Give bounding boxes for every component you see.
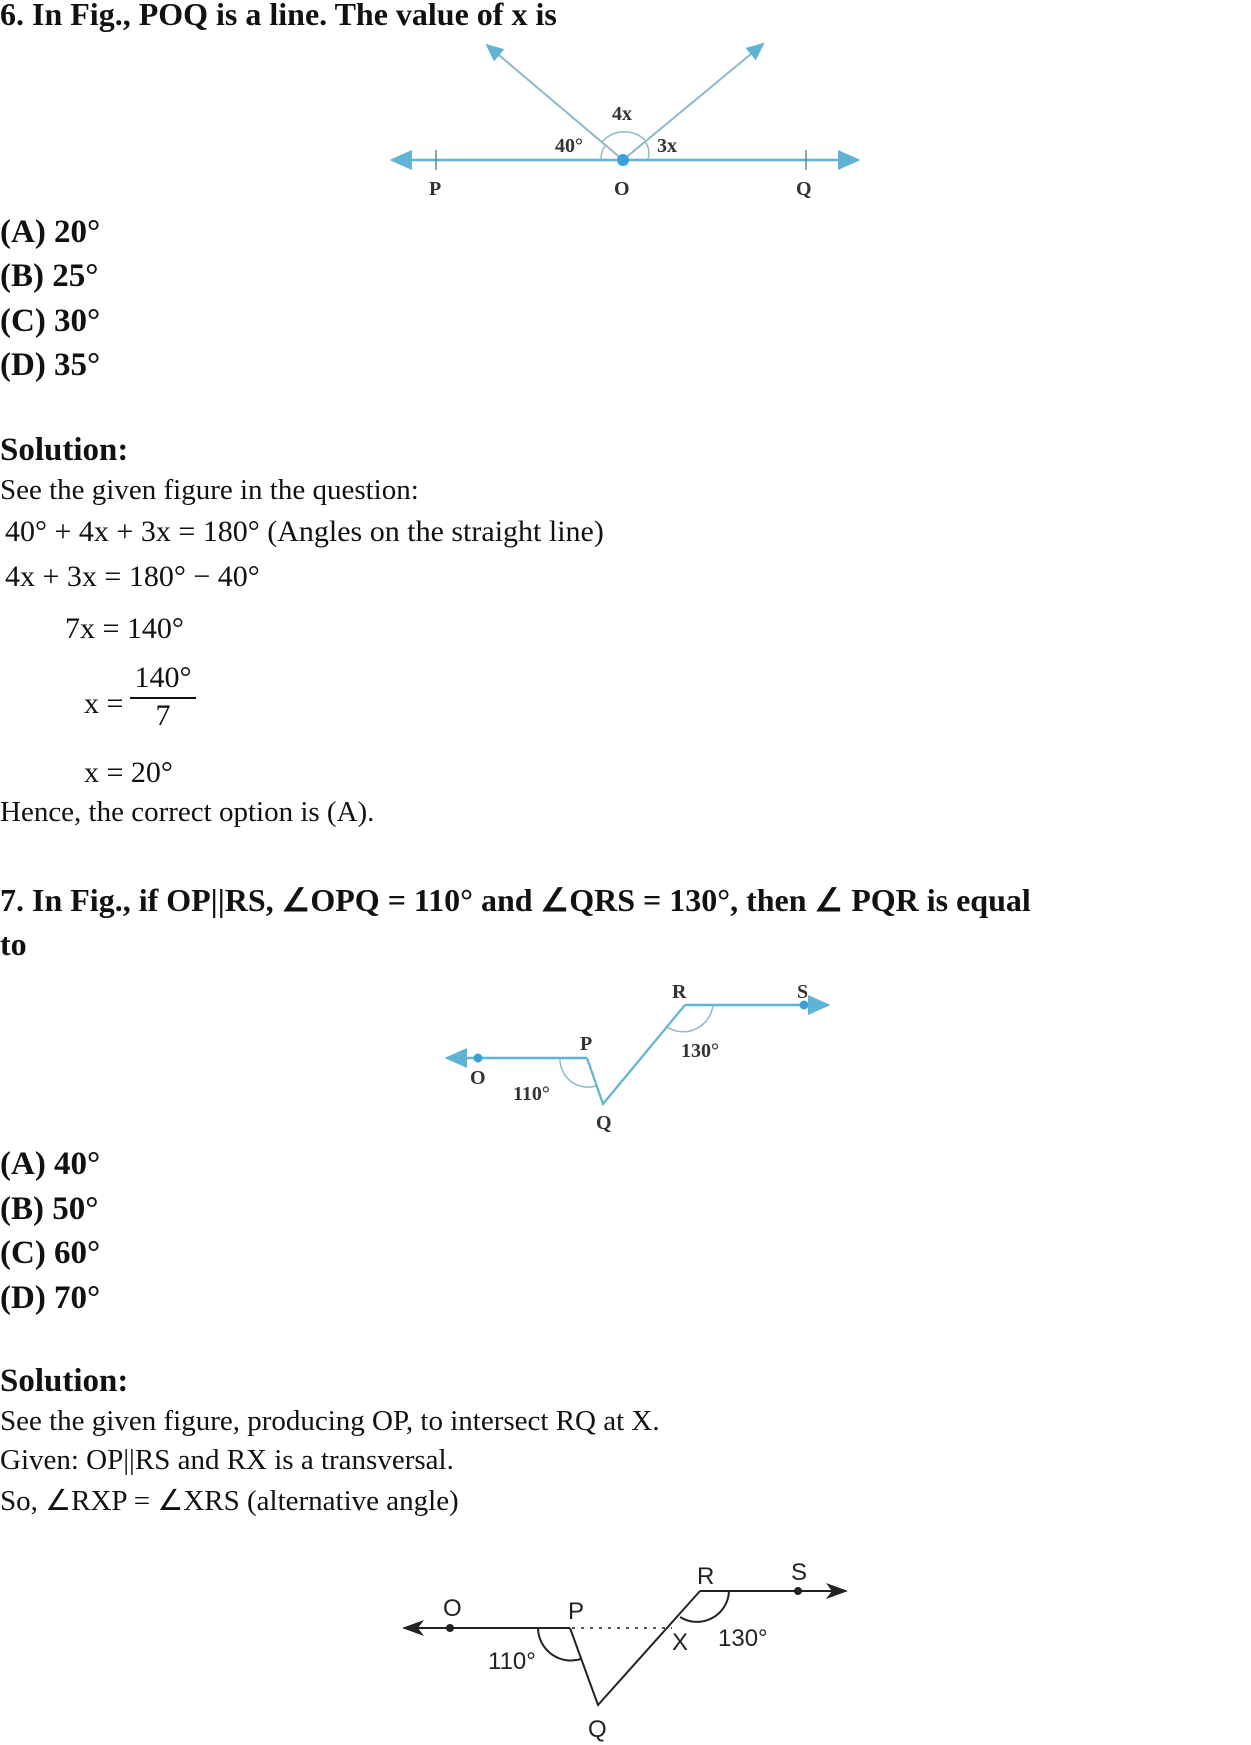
- q7-option-d: (D) 70°: [0, 1280, 101, 1316]
- svg-text:R: R: [697, 1563, 715, 1590]
- svg-text:X: X: [672, 1629, 689, 1656]
- denominator: 7: [155, 699, 171, 732]
- svg-text:S: S: [797, 981, 809, 1003]
- svg-text:Q: Q: [588, 1716, 607, 1743]
- q7-solution-heading: Solution:: [0, 1363, 129, 1399]
- q7-option-a: (A) 40°: [0, 1146, 101, 1182]
- label-o: O: [614, 178, 630, 200]
- numerator: 140°: [134, 661, 192, 694]
- ray-right: [623, 44, 763, 160]
- svg-text:O: O: [470, 1067, 486, 1089]
- q7-line3: So, ∠RXP = ∠XRS (alternative angle): [0, 1485, 459, 1517]
- q6-eq1: 40° + 4x + 3x = 180° (Angles on the straight line): [5, 515, 604, 548]
- q6-option-a: (A) 20°: [0, 214, 101, 250]
- q6-intro: See the given figure in the question:: [0, 474, 419, 506]
- q7-option-b: (B) 50°: [0, 1191, 99, 1227]
- label-40: 40°: [555, 135, 583, 157]
- q7-line1: See the given figure, producing OP, to intersect RQ at X.: [0, 1405, 660, 1437]
- svg-text:130°: 130°: [718, 1625, 768, 1652]
- label-q: Q: [796, 178, 812, 200]
- q6-solution-heading: Solution:: [0, 432, 129, 468]
- question-7-title-line1: 7. In Fig., if OP||RS, ∠OPQ = 110° and ∠QRS = 130°, then ∠ PQR is equal: [0, 882, 1031, 918]
- svg-text:O: O: [443, 1595, 462, 1622]
- label-3x: 3x: [657, 135, 677, 157]
- q6-option-b: (B) 25°: [0, 258, 99, 294]
- q7-option-c: (C) 60°: [0, 1235, 101, 1271]
- figure-q6: [392, 44, 858, 200]
- label-p: P: [429, 178, 442, 200]
- q6-eq2: 4x + 3x = 180° − 40°: [5, 560, 260, 593]
- q6-option-d: (D) 35°: [0, 347, 101, 383]
- svg-text:P: P: [568, 1598, 585, 1625]
- svg-text:S: S: [791, 1559, 808, 1586]
- question-6-title: 6. In Fig., POQ is a line. The value of x is: [0, 0, 557, 32]
- q6-eq4-lhs: x =: [84, 687, 124, 720]
- label-4x: 4x: [612, 103, 632, 125]
- q6-eq3: 7x = 140°: [65, 612, 184, 645]
- svg-text:R: R: [672, 981, 687, 1003]
- svg-text:130°: 130°: [681, 1040, 719, 1062]
- point-o: [617, 154, 629, 166]
- q6-eq5: x = 20°: [84, 756, 173, 789]
- svg-text:P: P: [580, 1033, 593, 1055]
- q6-conclusion: Hence, the correct option is (A).: [0, 796, 375, 828]
- question-7-title-line2: to: [0, 926, 27, 962]
- svg-text:Q: Q: [596, 1112, 612, 1134]
- svg-text:110°: 110°: [488, 1648, 536, 1675]
- figure-q7-solution: [404, 1559, 846, 1743]
- svg-text:110°: 110°: [513, 1083, 550, 1105]
- figure-q7: [447, 981, 828, 1134]
- q7-line2: Given: OP||RS and RX is a transversal.: [0, 1444, 454, 1476]
- q6-option-c: (C) 30°: [0, 303, 101, 339]
- q6-eq4-fraction: [130, 661, 196, 733]
